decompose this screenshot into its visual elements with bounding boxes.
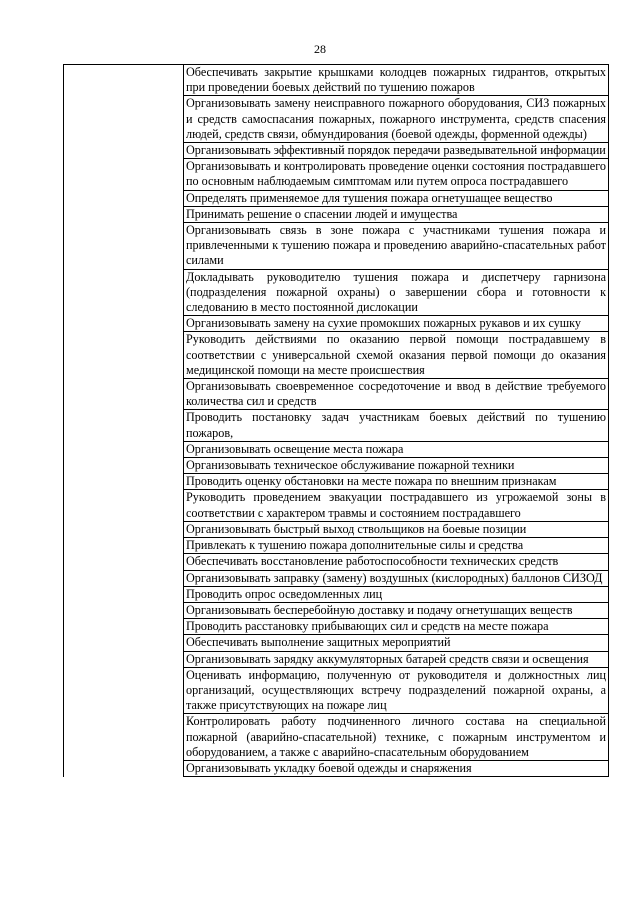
left-column-cell <box>64 410 184 441</box>
action-cell: Организовывать связь в зоне пожара с участниками тушения пожара и привлеченными к тушению пожара и проведению аварийно-спасательных работ силами <box>184 223 609 270</box>
left-column-cell <box>64 269 184 316</box>
table-row <box>64 458 609 474</box>
table-row <box>64 410 609 441</box>
left-column-cell <box>64 554 184 570</box>
table-row <box>64 554 609 570</box>
left-column-cell <box>64 521 184 537</box>
left-column-cell <box>64 96 184 143</box>
left-column-cell <box>64 190 184 206</box>
table-row <box>64 602 609 618</box>
table-row <box>64 651 609 667</box>
left-column-cell <box>64 474 184 490</box>
action-cell: Оценивать информацию, полученную от руководителя и должностных лиц организаций, осуществляющих встречу подразделений пожарной охраны, а также присутствующих на пожаре лиц <box>184 667 609 714</box>
left-column-cell <box>64 458 184 474</box>
table-row <box>64 635 609 651</box>
table-row <box>64 65 609 96</box>
action-cell: Докладывать руководителю тушения пожара и диспетчеру гарнизона (подразделения пожарной охраны) о завершении сбора и готовности к следованию в место постоянной дислокации <box>184 269 609 316</box>
action-cell: Организовывать быстрый выход ствольщиков на боевые позиции <box>184 521 609 537</box>
action-cell: Организовывать зарядку аккумуляторных батарей средств связи и освещения <box>184 651 609 667</box>
left-column-cell <box>64 490 184 521</box>
left-column-cell <box>64 651 184 667</box>
table-row <box>64 269 609 316</box>
page-number: 28 <box>314 42 326 56</box>
left-column-cell <box>64 143 184 159</box>
action-cell: Обеспечивать восстановление работоспособности технических средств <box>184 554 609 570</box>
left-column-cell <box>64 316 184 332</box>
left-column-cell <box>64 760 184 776</box>
left-column-cell <box>64 570 184 586</box>
table-body <box>64 65 609 777</box>
table-row <box>64 441 609 457</box>
action-cell: Руководить действиями по оказанию первой помощи пострадавшему в соответствии с универсальной схемой оказания первой помощи до оказания медицинской помощи на месте происшествия <box>184 332 609 379</box>
left-column-cell <box>64 714 184 761</box>
left-column-cell <box>64 379 184 410</box>
table-row <box>64 223 609 270</box>
table-row <box>64 332 609 379</box>
left-column-cell <box>64 619 184 635</box>
action-cell: Контролировать работу подчиненного личного состава на специальной пожарной (аварийно-спасательной) технике, с пожарным инструментом и оборудованием, а также с аварийно-спасательным оборудованием <box>184 714 609 761</box>
action-cell: Принимать решение о спасении людей и имущества <box>184 206 609 222</box>
action-cell: Организовывать замену неисправного пожарного оборудования, СИЗ пожарных и средств самоспасания пожарных, пожарного инструмента, средств спасения людей, средств связи, обмундирования (боевой одежды, форменной одежды) <box>184 96 609 143</box>
left-column-cell <box>64 223 184 270</box>
action-cell: Обеспечивать выполнение защитных мероприятий <box>184 635 609 651</box>
table-row <box>64 206 609 222</box>
table-row <box>64 714 609 761</box>
left-column-cell <box>64 538 184 554</box>
table-row <box>64 521 609 537</box>
left-column-cell <box>64 635 184 651</box>
table-row <box>64 538 609 554</box>
action-cell: Проводить расстановку прибывающих сил и средств на месте пожара <box>184 619 609 635</box>
left-column-cell <box>64 667 184 714</box>
action-cell: Проводить опрос осведомленных лиц <box>184 586 609 602</box>
action-cell: Определять применяемое для тушения пожара огнетушащее вещество <box>184 190 609 206</box>
table-row <box>64 316 609 332</box>
left-column-cell <box>64 206 184 222</box>
table-row <box>64 96 609 143</box>
action-cell: Проводить оценку обстановки на месте пожара по внешним признакам <box>184 474 609 490</box>
table-row <box>64 490 609 521</box>
table-row <box>64 143 609 159</box>
action-cell: Организовывать освещение места пожара <box>184 441 609 457</box>
action-cell: Организовывать укладку боевой одежды и снаряжения <box>184 760 609 776</box>
labor-actions-table <box>63 64 609 777</box>
action-cell: Организовывать эффективный порядок передачи разведывательной информации <box>184 143 609 159</box>
left-column-cell <box>64 441 184 457</box>
table-row <box>64 667 609 714</box>
action-cell: Руководить проведением эвакуации пострадавшего из угрожаемой зоны в соответствии с характером травмы и состоянием пострадавшего <box>184 490 609 521</box>
table-row <box>64 379 609 410</box>
left-column-cell <box>64 602 184 618</box>
left-column-cell <box>64 332 184 379</box>
left-column-cell <box>64 65 184 96</box>
action-cell: Организовывать бесперебойную доставку и подачу огнетушащих веществ <box>184 602 609 618</box>
table-row <box>64 760 609 776</box>
table-row <box>64 586 609 602</box>
action-cell: Организовывать заправку (замену) воздушных (кислородных) баллонов СИЗОД <box>184 570 609 586</box>
action-cell: Обеспечивать закрытие крышками колодцев пожарных гидрантов, открытых при проведении боевых действий по тушению пожаров <box>184 65 609 96</box>
action-cell: Организовывать техническое обслуживание пожарной техники <box>184 458 609 474</box>
table-row <box>64 570 609 586</box>
left-column-cell <box>64 159 184 190</box>
action-cell: Организовывать и контролировать проведение оценки состояния пострадавшего по основным наблюдаемым симптомам или путем опроса пострадавшего <box>184 159 609 190</box>
action-cell: Привлекать к тушению пожара дополнительные силы и средства <box>184 538 609 554</box>
action-cell: Проводить постановку задач участникам боевых действий по тушению пожаров, <box>184 410 609 441</box>
action-cell: Организовывать своевременное сосредоточение и ввод в действие требуемого количества сил и средств <box>184 379 609 410</box>
action-cell: Организовывать замену на сухие промокших пожарных рукавов и их сушку <box>184 316 609 332</box>
left-column-cell <box>64 586 184 602</box>
table-row <box>64 159 609 190</box>
table-row <box>64 619 609 635</box>
table-row <box>64 474 609 490</box>
table-row <box>64 190 609 206</box>
